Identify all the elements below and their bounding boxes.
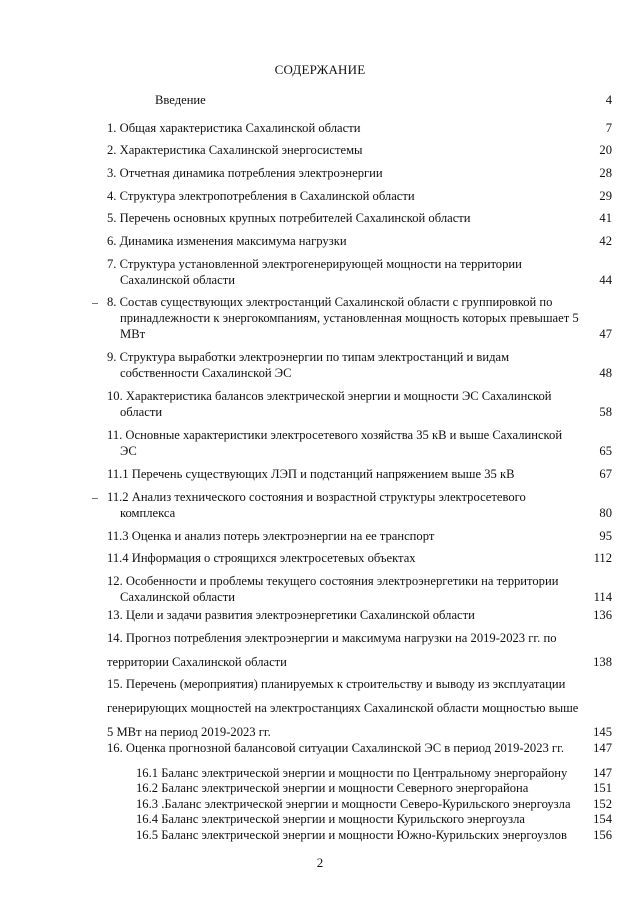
margin-mark <box>92 303 98 304</box>
toc-entry-page: 114 <box>593 590 612 604</box>
toc-entry-11-1[interactable] <box>107 467 612 481</box>
toc-entry-11-2[interactable] <box>107 490 612 520</box>
toc-entry-text: 11.1 Перечень существующих ЛЭП и подстанций напряжением выше 35 кВ <box>107 467 515 481</box>
toc-entry-page: 20 <box>599 143 612 157</box>
toc-entry-page: 58 <box>599 405 612 419</box>
toc-entry-page: 80 <box>599 506 612 520</box>
toc-entry-text: 16.2 Баланс электрической энергии и мощности Северного энергорайона <box>136 781 529 795</box>
toc-entry-text: 4. Структура электропотребления в Сахалинской области <box>107 189 415 203</box>
toc-entry-page: 47 <box>599 327 612 341</box>
toc-entry-page: 147 <box>593 741 612 755</box>
toc-entry-text: собственности Сахалинской ЭС <box>120 366 292 380</box>
toc-entry-page: 138 <box>593 655 612 669</box>
toc-entry-text: комплекса <box>120 506 176 520</box>
toc-entry-text: области <box>120 405 163 419</box>
toc-entry-page: 95 <box>599 529 612 543</box>
margin-mark <box>92 498 98 499</box>
toc-entry-9[interactable] <box>107 350 612 380</box>
toc-entry-16[interactable] <box>107 741 612 755</box>
toc-entry-page: 147 <box>593 766 612 780</box>
toc-entry-11-3[interactable] <box>107 529 612 543</box>
toc-entry-text: 5 МВт на период 2019-2023 гг. <box>107 725 271 739</box>
toc-entry-4[interactable] <box>107 189 612 203</box>
toc-entry-page: 154 <box>593 812 612 826</box>
toc-entry-page: 28 <box>599 166 612 180</box>
toc-entry-page: 7 <box>605 121 612 135</box>
toc-entry-text: 6. Динамика изменения максимума нагрузки <box>107 234 347 248</box>
toc-entry-text: территории Сахалинской области <box>107 655 287 669</box>
toc-entry-text: Введение <box>155 93 206 107</box>
toc-entry-5[interactable] <box>107 211 612 225</box>
toc-entry-10[interactable] <box>107 389 612 419</box>
toc-entry-text: 11.2 Анализ технического состояния и возрастной структуры электросетевого <box>107 490 526 504</box>
toc-entry-13[interactable] <box>107 608 612 622</box>
toc-entry-page: 156 <box>593 828 612 842</box>
toc-entry-text: 16.4 Баланс электрической энергии и мощности Курильского энергоузла <box>136 812 525 826</box>
toc-entry-text: генерирующих мощностей на электростанциях Сахалинской области мощностью выше <box>107 701 579 715</box>
toc-entry-text: 1. Общая характеристика Сахалинской области <box>107 121 361 135</box>
toc-entry-text: МВт <box>120 327 146 341</box>
toc-entry-page: 145 <box>593 725 612 739</box>
toc-entry-15[interactable] <box>107 677 612 739</box>
toc-entry-11[interactable] <box>107 428 612 458</box>
toc-entry-text: 11.4 Информация о строящихся электросетевых объектах <box>107 551 416 565</box>
toc-entry-8[interactable] <box>107 295 612 341</box>
toc-entry-text: 3. Отчетная динамика потребления электроэнергии <box>107 166 383 180</box>
toc-entry-16-2[interactable] <box>136 781 612 795</box>
toc-entry-page: 42 <box>599 234 612 248</box>
toc-entry-page: 151 <box>593 781 612 795</box>
toc-entry-page: 152 <box>593 797 612 811</box>
toc-title: СОДЕРЖАНИЕ <box>274 62 366 77</box>
toc-entry-text: 14. Прогноз потребления электроэнергии и максимума нагрузки на 2019-2023 гг. по <box>107 631 557 645</box>
toc-entry-16-4[interactable] <box>136 812 612 826</box>
toc-entry-text: 11. Основные характеристики электросетевого хозяйства 35 кВ и выше Сахалинской <box>107 428 563 442</box>
toc-entry-text: 8. Состав существующих электростанций Сахалинской области с группировкой по <box>107 295 553 309</box>
toc-entry-intro[interactable] <box>155 93 612 107</box>
toc-entry-1[interactable] <box>107 121 612 135</box>
toc-entry-text: 12. Особенности и проблемы текущего состояния электроэнергетики на территории <box>107 574 559 588</box>
toc-entry-text: 10. Характеристика балансов электрической энергии и мощности ЭС Сахалинской <box>107 389 552 403</box>
toc-entry-text: ЭС <box>120 444 137 458</box>
toc-entry-7[interactable] <box>107 257 612 287</box>
toc-entry-text: 16.3 .Баланс электрической энергии и мощности Северо-Курильского энергоузла <box>136 797 571 811</box>
toc-entry-page: 136 <box>593 608 612 622</box>
toc-entry-text: 15. Перечень (мероприятия) планируемых к строительству и выводу из эксплуатации <box>107 677 566 691</box>
toc-entry-page: 41 <box>599 211 612 225</box>
page-number: 2 <box>316 855 324 870</box>
toc-entry-page: 4 <box>605 93 612 107</box>
toc-entry-3[interactable] <box>107 166 612 180</box>
toc-entry-6[interactable] <box>107 234 612 248</box>
toc-entry-text: Сахалинской области <box>120 273 235 287</box>
toc-entry-page: 48 <box>599 366 612 380</box>
toc-entry-text: принадлежности к энергокомпаниям, установленная мощность которых превышает 5 <box>120 311 579 325</box>
toc-entry-page: 29 <box>599 189 612 203</box>
toc-entry-page: 112 <box>593 551 612 565</box>
toc-entry-text: 16.1 Баланс электрической энергии и мощности по Центральному энергорайону <box>136 766 568 780</box>
toc-entry-11-4[interactable] <box>107 551 612 565</box>
toc-entry-text: 7. Структура установленной электрогенерирующей мощности на территории <box>107 257 522 271</box>
toc-entry-2[interactable] <box>107 143 612 157</box>
toc-entry-16-5[interactable] <box>136 828 612 842</box>
toc-entry-text: 2. Характеристика Сахалинской энергосистемы <box>107 143 363 157</box>
toc-entry-page: 67 <box>599 467 612 481</box>
toc-entry-text: 16.5 Баланс электрической энергии и мощности Южно-Курильских энергоузлов <box>136 828 567 842</box>
toc-entry-text: 11.3 Оценка и анализ потерь электроэнергии на ее транспорт <box>107 529 435 543</box>
toc-entry-text: 13. Цели и задачи развития электроэнергетики Сахалинской области <box>107 608 475 622</box>
toc-entry-text: 16. Оценка прогнозной балансовой ситуации Сахалинской ЭС в период 2019-2023 гг. <box>107 741 564 755</box>
toc-entry-text: Сахалинской области <box>120 590 235 604</box>
toc-entry-text: 5. Перечень основных крупных потребителей Сахалинской области <box>107 211 471 225</box>
toc-entry-page: 65 <box>599 444 612 458</box>
toc-entry-text: 9. Структура выработки электроэнергии по типам электростанций и видам <box>107 350 510 364</box>
toc-entry-page: 44 <box>599 273 612 287</box>
toc-entry-12[interactable] <box>107 574 612 604</box>
toc-entry-14[interactable] <box>107 631 612 669</box>
toc-entry-16-1[interactable] <box>136 766 612 780</box>
toc-entry-16-3[interactable] <box>136 797 612 811</box>
